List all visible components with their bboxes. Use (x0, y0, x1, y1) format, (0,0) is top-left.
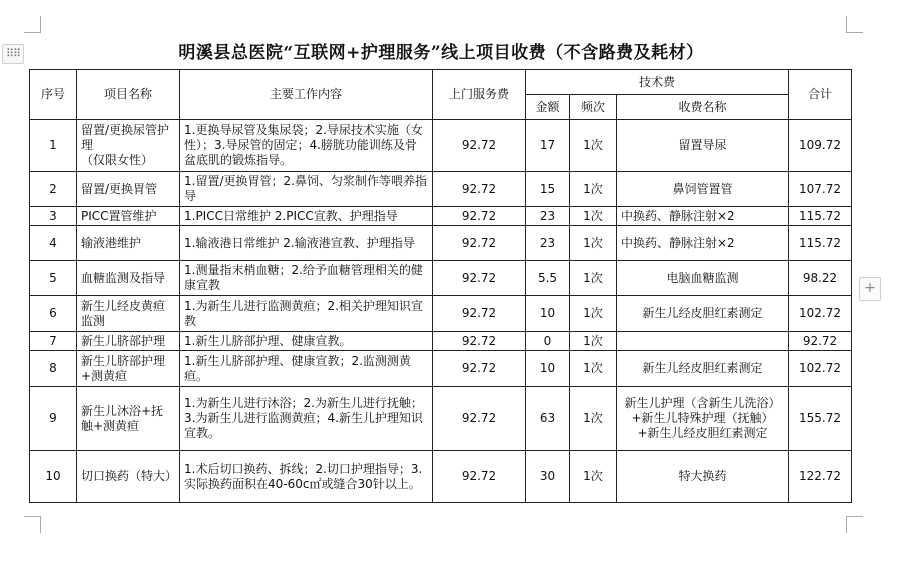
page-corner-bottom-right (846, 516, 863, 533)
cell-item: 切口换药（特大） (77, 451, 180, 503)
cell-amount: 10 (526, 351, 570, 387)
cell-total: 115.72 (789, 226, 852, 261)
cell-no: 10 (30, 451, 77, 503)
cell-item: 新生儿沐浴+抚触+测黄疸 (77, 387, 180, 451)
cell-no: 3 (30, 207, 77, 226)
table-row (30, 296, 852, 332)
cell-content: 1.测量指末梢血糖；2.给予血糖管理相关的健康宣教 (180, 261, 433, 296)
cell-no: 8 (30, 351, 77, 387)
add-column-icon[interactable]: + (859, 277, 881, 301)
cell-frequency: 1次 (570, 332, 617, 351)
cell-frequency: 1次 (570, 261, 617, 296)
table-row (30, 387, 852, 451)
cell-frequency: 1次 (570, 296, 617, 332)
cell-amount: 63 (526, 387, 570, 451)
cell-item: PICC置管维护 (77, 207, 180, 226)
cell-frequency: 1次 (570, 226, 617, 261)
cell-visit-fee: 92.72 (433, 296, 526, 332)
page-title: 明溪县总医院“互联网+护理服务”线上项目收费（不含路费及耗材） (178, 43, 704, 63)
cell-frequency: 1次 (570, 387, 617, 451)
table-row (30, 172, 852, 207)
cell-total: 92.72 (789, 332, 852, 351)
cell-content: 1.新生儿脐部护理、健康宣教。 (180, 332, 433, 351)
table-row (30, 451, 852, 503)
cell-item: 血糖监测及指导 (77, 261, 180, 296)
page-corner-top-left (24, 16, 41, 33)
cell-content: 1.为新生儿进行监测黄疸；2.相关护理知识宣教 (180, 296, 433, 332)
page-corner-bottom-left (24, 516, 41, 533)
cell-amount: 30 (526, 451, 570, 503)
cell-no: 2 (30, 172, 77, 207)
cell-visit-fee: 92.72 (433, 226, 526, 261)
cell-total: 122.72 (789, 451, 852, 503)
cell-charge-name: 特大换药 (617, 451, 789, 503)
cell-amount: 23 (526, 226, 570, 261)
cell-no: 1 (30, 120, 77, 172)
cell-charge-name: 中换药、静脉注射×2 (617, 207, 789, 226)
cell-item: 留置/更换尿管护理 （仅限女性） (77, 120, 180, 172)
cell-visit-fee: 92.72 (433, 387, 526, 451)
cell-item: 新生儿经皮黄疸监测 (77, 296, 180, 332)
cell-content: 1.新生儿脐部护理、健康宣教；2.监测测黄疸。 (180, 351, 433, 387)
table-row (30, 332, 852, 351)
cell-no: 6 (30, 296, 77, 332)
cell-frequency: 1次 (570, 351, 617, 387)
cell-amount: 5.5 (526, 261, 570, 296)
fee-table (29, 69, 852, 503)
cell-charge-name: 鼻饲管置管 (617, 172, 789, 207)
table-row (30, 226, 852, 261)
cell-frequency: 1次 (570, 207, 617, 226)
header-content: 主要工作内容 (180, 70, 433, 120)
cell-frequency: 1次 (570, 451, 617, 503)
cell-visit-fee: 92.72 (433, 261, 526, 296)
header-no: 序号 (30, 70, 77, 120)
cell-no: 9 (30, 387, 77, 451)
cell-amount: 17 (526, 120, 570, 172)
cell-total: 102.72 (789, 296, 852, 332)
cell-total: 109.72 (789, 120, 852, 172)
cell-total: 107.72 (789, 172, 852, 207)
header-frequency: 频次 (570, 95, 617, 120)
cell-charge-name: 新生儿护理（含新生儿洗浴）+新生儿特殊护理（抚触）+新生儿经皮胆红素测定 (617, 387, 789, 451)
cell-visit-fee: 92.72 (433, 120, 526, 172)
cell-amount: 10 (526, 296, 570, 332)
header-charge-name: 收费名称 (617, 95, 789, 120)
cell-item: 输液港维护 (77, 226, 180, 261)
cell-total: 98.22 (789, 261, 852, 296)
cell-total: 155.72 (789, 387, 852, 451)
cell-charge-name: 电脑血糖监测 (617, 261, 789, 296)
cell-content: 1.更换导尿管及集尿袋；2.导尿技术实施（女性）；3.导尿管的固定；4.膀胱功能训练及骨盆底肌的锻炼指导。 (180, 120, 433, 172)
table-move-handle-icon[interactable]: ⠿⠿ (2, 44, 24, 64)
table-row (30, 120, 852, 172)
cell-charge-name: 留置导尿 (617, 120, 789, 172)
cell-content: 1.留置/更换胃管；2.鼻饲、匀浆制作等喂养指导 (180, 172, 433, 207)
header-item: 项目名称 (77, 70, 180, 120)
header-total: 合计 (789, 70, 852, 120)
cell-charge-name (617, 332, 789, 351)
table-row (30, 261, 852, 296)
table-row (30, 207, 852, 226)
cell-item: 留置/更换胃管 (77, 172, 180, 207)
cell-no: 7 (30, 332, 77, 351)
cell-no: 4 (30, 226, 77, 261)
table-row (30, 351, 852, 387)
cell-content: 1.PICC日常维护 2.PICC宣教、护理指导 (180, 207, 433, 226)
cell-charge-name: 中换药、静脉注射×2 (617, 226, 789, 261)
cell-content: 1.术后切口换药、拆线；2.切口护理指导；3.实际换药面积在40-60c㎡或缝合30针以上。 (180, 451, 433, 503)
header-tech-fee: 技术费 (526, 70, 789, 95)
page-corner-top-right (846, 16, 863, 33)
cell-frequency: 1次 (570, 172, 617, 207)
cell-visit-fee: 92.72 (433, 451, 526, 503)
cell-item: 新生儿脐部护理+测黄疸 (77, 351, 180, 387)
cell-amount: 15 (526, 172, 570, 207)
cell-visit-fee: 92.72 (433, 172, 526, 207)
cell-amount: 0 (526, 332, 570, 351)
cell-total: 102.72 (789, 351, 852, 387)
cell-charge-name: 新生儿经皮胆红素测定 (617, 351, 789, 387)
header-visit-fee: 上门服务费 (433, 70, 526, 120)
cell-visit-fee: 92.72 (433, 332, 526, 351)
cell-amount: 23 (526, 207, 570, 226)
cell-visit-fee: 92.72 (433, 207, 526, 226)
cell-visit-fee: 92.72 (433, 351, 526, 387)
cell-total: 115.72 (789, 207, 852, 226)
cell-content: 1.为新生儿进行沐浴；2.为新生儿进行抚触；3.为新生儿进行监测黄疸；4.新生儿护理知识宣教。 (180, 387, 433, 451)
cell-frequency: 1次 (570, 120, 617, 172)
cell-item: 新生儿脐部护理 (77, 332, 180, 351)
cell-charge-name: 新生儿经皮胆红素测定 (617, 296, 789, 332)
header-amount: 金额 (526, 95, 570, 120)
cell-content: 1.输液港日常维护 2.输液港宣教、护理指导 (180, 226, 433, 261)
cell-no: 5 (30, 261, 77, 296)
